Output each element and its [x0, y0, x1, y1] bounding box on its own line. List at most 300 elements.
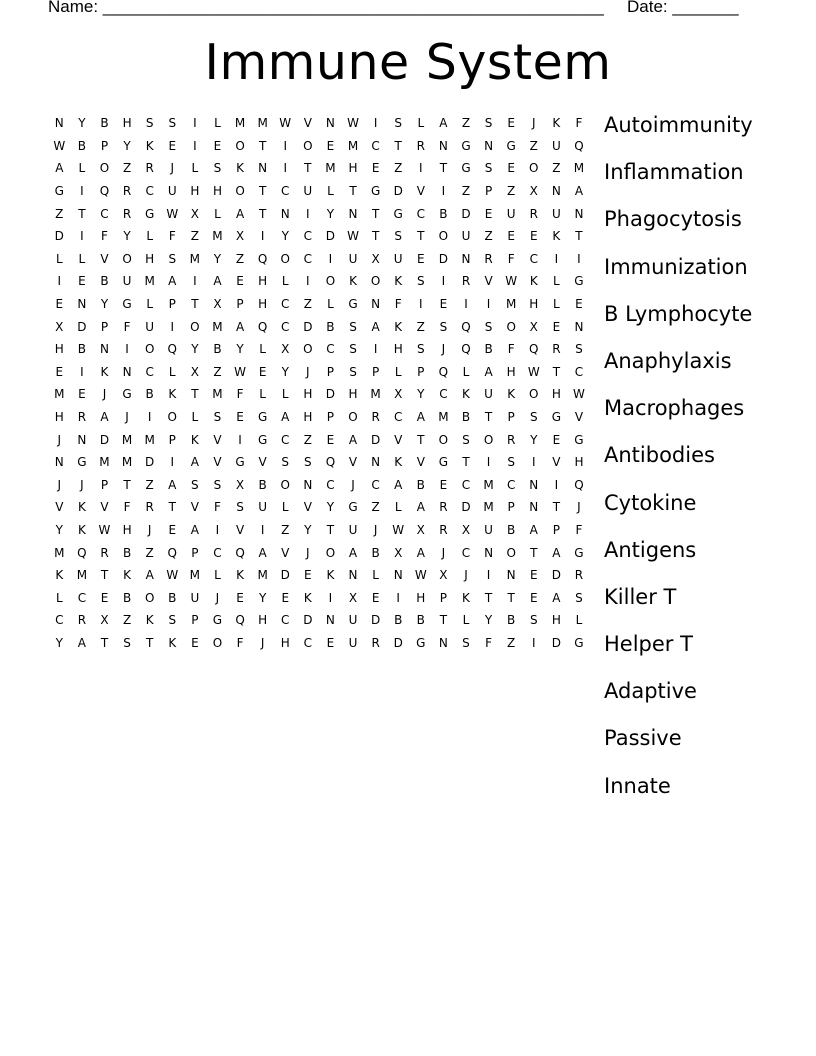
grid-letter: J [215, 590, 220, 605]
grid-letter: A [552, 545, 561, 560]
word-list-item: Antibodies [604, 443, 715, 468]
grid-letter: S [462, 635, 470, 650]
grid-letter: W [347, 116, 359, 131]
grid-row [48, 428, 592, 451]
grid-letter: D [325, 387, 336, 402]
grid-letter: O [303, 342, 313, 357]
grid-letter: L [394, 500, 402, 515]
grid-letter: U [348, 635, 358, 650]
grid-letter: C [281, 319, 290, 334]
header [48, 0, 748, 21]
grid-letter: M [505, 297, 517, 312]
grid-letter: O [529, 161, 539, 176]
grid-letter: S [394, 116, 403, 131]
grid-letter: K [552, 116, 561, 131]
grid-letter: I [193, 116, 197, 131]
grid-letter: M [212, 319, 223, 334]
grid-letter: K [462, 387, 470, 402]
grid-letter: E [552, 432, 561, 447]
grid-letter: A [574, 184, 584, 199]
grid-letter: G [122, 297, 132, 312]
grid-letter: O [167, 410, 177, 425]
grid-letter: G [348, 297, 358, 312]
grid-letter: S [575, 342, 583, 357]
grid-row [48, 293, 592, 316]
grid-letter: F [507, 342, 515, 357]
grid-letter: L [281, 500, 289, 515]
grid-letter: E [439, 477, 448, 492]
grid-letter: W [573, 387, 585, 402]
grid-letter: Q [529, 342, 539, 357]
grid-letter: P [552, 522, 560, 537]
grid-letter: C [439, 387, 448, 402]
grid-letter: U [393, 251, 403, 266]
grid-letter: Z [190, 229, 199, 244]
grid-letter: H [506, 364, 516, 379]
grid-letter: L [191, 161, 199, 176]
grid-letter: A [416, 545, 425, 560]
grid-letter: L [78, 251, 86, 266]
grid-letter: Z [122, 613, 132, 628]
page-title: Immune System [204, 34, 612, 91]
grid-letter: N [54, 116, 64, 131]
grid-letter: S [213, 161, 222, 176]
grid-letter: C [281, 432, 290, 447]
grid-letter: N [529, 500, 539, 515]
grid-letter: F [236, 387, 244, 402]
grid-letter: M [438, 410, 449, 425]
grid-letter: L [191, 410, 199, 425]
grid-letter: Q [461, 319, 471, 334]
grid-letter: L [168, 364, 176, 379]
grid-letter: I [260, 522, 265, 537]
grid-letter: D [461, 206, 471, 221]
grid-letter: S [439, 319, 448, 334]
grid-letter: E [236, 410, 244, 425]
grid-letter: S [349, 319, 357, 334]
grid-letter: A [145, 568, 154, 583]
grid-letter: X [100, 613, 109, 628]
grid-letter: C [213, 545, 222, 560]
grid-letter: B [394, 613, 403, 628]
grid-letter: Y [55, 635, 63, 650]
grid-letter: B [507, 613, 516, 628]
word-list-item: Anaphylaxis [604, 348, 732, 373]
grid-letter: A [371, 319, 380, 334]
grid-letter: X [461, 522, 471, 537]
grid-letter: V [213, 432, 222, 447]
grid-letter: R [100, 545, 109, 560]
grid-letter: P [507, 500, 515, 515]
grid-letter: A [168, 274, 177, 289]
grid-letter: G [438, 455, 449, 470]
grid-letter: M [325, 161, 336, 176]
grid-row [48, 406, 592, 429]
grid-letter: I [554, 251, 559, 266]
grid-letter: L [55, 590, 63, 605]
grid-letter: S [213, 477, 222, 492]
grid-letter: U [506, 206, 516, 221]
grid-letter: I [396, 590, 400, 605]
grid-letter: Q [257, 319, 268, 334]
grid-letter: K [123, 568, 132, 583]
grid-letter: V [303, 500, 312, 515]
grid-letter: I [215, 522, 220, 537]
grid-letter: F [394, 297, 402, 312]
grid-letter: A [348, 545, 358, 560]
grid-letter: W [414, 568, 427, 583]
grid-letter: P [100, 319, 109, 334]
grid-letter: P [417, 364, 425, 379]
grid-letter: G [506, 138, 516, 153]
grid-letter: I [328, 590, 333, 605]
word-list-item: Phagocytosis [604, 207, 742, 232]
grid-letter: Y [417, 387, 425, 402]
grid-letter: B [100, 274, 109, 289]
grid-letter: B [145, 387, 154, 402]
grid-letter: U [303, 184, 313, 199]
grid-letter: T [258, 206, 267, 221]
grid-letter: X [190, 206, 199, 221]
grid-letter: O [122, 251, 132, 266]
grid-letter: X [394, 387, 403, 402]
grid-letter: J [464, 568, 468, 583]
grid-letter: D [77, 319, 87, 334]
grid-letter: O [529, 387, 539, 402]
grid-letter: S [281, 455, 290, 470]
grid-letter: N [325, 613, 335, 628]
grid-letter: B [416, 613, 425, 628]
grid-letter: J [57, 432, 62, 447]
grid-letter: P [168, 432, 176, 447]
grid-letter: H [122, 522, 132, 537]
grid-letter: R [122, 206, 132, 221]
grid-letter: I [57, 274, 62, 289]
grid-letter: C [461, 545, 471, 560]
word-search-grid [48, 112, 592, 654]
grid-letter: P [326, 364, 335, 379]
grid-letter: N [348, 206, 358, 221]
grid-letter: D [280, 568, 290, 583]
grid-letter: U [122, 274, 132, 289]
grid-letter: J [441, 342, 446, 357]
grid-letter: Z [552, 161, 561, 176]
grid-letter: Y [281, 364, 289, 379]
grid-letter: I [80, 184, 84, 199]
grid-letter: X [348, 590, 358, 605]
grid-letter: A [416, 500, 425, 515]
grid-letter: K [552, 229, 561, 244]
grid-letter: T [326, 522, 335, 537]
grid-letter: C [506, 477, 516, 492]
grid-letter: I [283, 138, 287, 153]
grid-letter: M [144, 274, 155, 289]
grid-letter: D [461, 500, 471, 515]
grid-letter: I [193, 274, 197, 289]
grid-letter: L [146, 297, 154, 312]
grid-letter: H [529, 297, 539, 312]
grid-letter: Z [507, 184, 516, 199]
grid-letter: Z [281, 522, 290, 537]
grid-letter: Y [304, 522, 312, 537]
grid-letter: H [54, 410, 64, 425]
grid-letter: Z [461, 184, 471, 199]
grid-letter: F [507, 251, 515, 266]
grid-letter: Z [303, 297, 312, 312]
grid-letter: C [303, 251, 313, 266]
grid-letter: C [371, 477, 380, 492]
grid-letter: N [348, 568, 358, 583]
grid-letter: B [416, 477, 425, 492]
word-list-item: Adaptive [604, 679, 697, 704]
grid-row [48, 180, 592, 203]
grid-letter: T [484, 410, 493, 425]
grid-letter: Z [55, 206, 64, 221]
grid-letter: I [170, 455, 175, 470]
grid-letter: K [326, 568, 335, 583]
grid-letter: T [552, 500, 561, 515]
grid-letter: T [191, 387, 199, 402]
grid-letter: I [531, 455, 536, 470]
grid-letter: B [258, 477, 267, 492]
grid-letter: Y [281, 229, 289, 244]
grid-letter: Z [145, 545, 154, 560]
grid-letter: L [462, 364, 470, 379]
grid-letter: V [100, 251, 109, 266]
grid-letter: C [574, 364, 584, 379]
grid-letter: Q [235, 613, 245, 628]
grid-letter: I [80, 364, 84, 379]
grid-row [48, 519, 592, 542]
grid-letter: E [236, 274, 244, 289]
grid-letter: A [439, 116, 448, 131]
grid-letter: C [281, 297, 290, 312]
grid-letter: U [551, 206, 561, 221]
grid-letter: C [145, 364, 154, 379]
grid-row [48, 609, 592, 632]
grid-letter: M [99, 455, 110, 470]
grid-letter: K [507, 387, 516, 402]
name-field: Name: _____________________________________________________ [48, 0, 604, 16]
grid-letter: F [214, 500, 221, 515]
grid-letter: I [80, 229, 84, 244]
grid-letter: X [394, 545, 403, 560]
grid-letter: N [54, 455, 64, 470]
grid-letter: M [257, 568, 268, 583]
grid-letter: T [168, 500, 176, 515]
grid-row [48, 451, 592, 474]
grid-letter: F [101, 229, 108, 244]
grid-letter: H [393, 342, 403, 357]
grid-letter: O [303, 138, 313, 153]
grid-letter: I [531, 635, 536, 650]
grid-letter: N [393, 568, 403, 583]
grid-letter: G [235, 455, 245, 470]
word-list-item: Antigens [604, 537, 697, 562]
grid-letter: H [54, 342, 64, 357]
grid-letter: E [529, 590, 538, 605]
grid-letter: V [281, 545, 290, 560]
grid-letter: A [484, 364, 493, 379]
grid-letter: C [77, 590, 87, 605]
grid-letter: T [530, 545, 538, 560]
grid-letter: U [348, 522, 358, 537]
grid-letter: Y [326, 206, 335, 221]
grid-letter: R [371, 410, 380, 425]
grid-letter: Y [236, 342, 244, 357]
grid-letter: A [190, 522, 199, 537]
grid-letter: D [54, 229, 64, 244]
grid-letter: L [327, 297, 334, 312]
grid-letter: Q [77, 545, 87, 560]
grid-letter: L [259, 387, 266, 402]
grid-letter: C [394, 410, 403, 425]
grid-letter: U [190, 590, 200, 605]
grid-letter: Z [529, 138, 538, 153]
grid-letter: C [371, 138, 380, 153]
grid-letter: B [100, 116, 109, 131]
grid-letter: Z [213, 364, 222, 379]
grid-letter: N [506, 568, 516, 583]
grid-letter: T [371, 229, 380, 244]
grid-letter: R [416, 138, 425, 153]
grid-letter: X [190, 364, 199, 379]
grid-letter: A [394, 477, 403, 492]
grid-letter: M [483, 477, 494, 492]
grid-letter: Z [303, 432, 312, 447]
grid-letter: K [394, 455, 403, 470]
grid-letter: T [191, 297, 199, 312]
grid-letter: E [55, 297, 64, 312]
grid-letter: F [123, 319, 131, 334]
grid-letter: I [486, 568, 491, 583]
grid-letter: I [238, 432, 242, 447]
grid-letter: I [419, 297, 423, 312]
grid-letter: T [258, 138, 267, 153]
grid-letter: E [371, 161, 380, 176]
grid-letter: N [461, 251, 471, 266]
grid-letter: A [416, 410, 425, 425]
grid-letter: S [349, 364, 357, 379]
grid-letter: H [416, 590, 426, 605]
grid-letter: K [77, 522, 86, 537]
grid-letter: U [348, 613, 358, 628]
grid-letter: Y [55, 522, 63, 537]
grid-letter: G [257, 410, 268, 425]
grid-letter: Y [123, 229, 131, 244]
grid-letter: O [280, 251, 290, 266]
grid-letter: S [123, 635, 131, 650]
grid-letter: H [551, 613, 561, 628]
grid-row [48, 564, 592, 587]
grid-letter: Y [326, 500, 335, 515]
grid-letter: E [507, 161, 515, 176]
grid-letter: E [439, 297, 448, 312]
grid-letter: T [258, 184, 267, 199]
grid-letter: G [461, 161, 471, 176]
grid-letter: I [306, 206, 310, 221]
grid-letter: H [212, 184, 222, 199]
grid-letter: Q [325, 455, 336, 470]
grid-letter: L [214, 206, 221, 221]
word-list-item: Macrophages [604, 396, 745, 421]
grid-row [48, 112, 592, 135]
grid-letter: Q [99, 184, 110, 199]
grid-letter: R [552, 342, 561, 357]
grid-letter: A [55, 161, 64, 176]
grid-letter: H [145, 251, 155, 266]
grid-letter: Y [123, 138, 131, 153]
grid-letter: O [506, 545, 516, 560]
grid-letter: L [417, 116, 425, 131]
grid-letter: K [55, 568, 64, 583]
grid-letter: V [190, 500, 199, 515]
grid-row [48, 586, 592, 609]
grid-letter: E [100, 590, 109, 605]
grid-letter: I [170, 319, 175, 334]
grid-letter: P [439, 590, 448, 605]
grid-letter: J [260, 635, 265, 650]
grid-letter: G [370, 184, 381, 199]
word-list-item: Cytokine [604, 490, 697, 515]
grid-letter: I [441, 274, 446, 289]
grid-letter: L [214, 116, 221, 131]
grid-letter: F [485, 635, 493, 650]
grid-letter: M [370, 387, 381, 402]
grid-letter: E [552, 319, 561, 334]
grid-letter: J [170, 161, 175, 176]
grid-letter: P [326, 410, 335, 425]
grid-letter: E [326, 432, 335, 447]
grid-letter: G [574, 432, 584, 447]
grid-letter: A [235, 319, 245, 334]
grid-letter: L [553, 274, 560, 289]
grid-letter: P [507, 410, 515, 425]
grid-letter: S [168, 613, 177, 628]
grid-letter: D [438, 251, 449, 266]
grid-letter: H [280, 635, 290, 650]
grid-letter: A [281, 410, 290, 425]
grid-row [48, 474, 592, 497]
grid-letter: F [575, 522, 583, 537]
grid-letter: Q [438, 364, 449, 379]
grid-letter: B [213, 342, 222, 357]
grid-letter: O [370, 274, 381, 289]
grid-letter: W [98, 522, 111, 537]
grid-letter: K [190, 432, 199, 447]
grid-letter: N [438, 138, 448, 153]
grid-letter: P [100, 477, 109, 492]
grid-letter: S [484, 116, 493, 131]
grid-letter: X [371, 251, 380, 266]
grid-letter: A [168, 477, 177, 492]
grid-letter: R [371, 635, 380, 650]
grid-letter: S [168, 116, 177, 131]
grid-letter: K [168, 387, 177, 402]
grid-letter: U [551, 138, 561, 153]
grid-letter: Y [258, 590, 267, 605]
grid-letter: R [507, 432, 516, 447]
grid-letter: O [325, 545, 336, 560]
word-list [604, 110, 804, 818]
grid-letter: M [144, 432, 155, 447]
grid-letter: K [462, 590, 470, 605]
grid-letter: J [373, 522, 378, 537]
grid-letter: O [235, 138, 245, 153]
grid-letter: U [348, 251, 358, 266]
grid-letter: E [326, 138, 335, 153]
grid-letter: J [306, 364, 310, 379]
